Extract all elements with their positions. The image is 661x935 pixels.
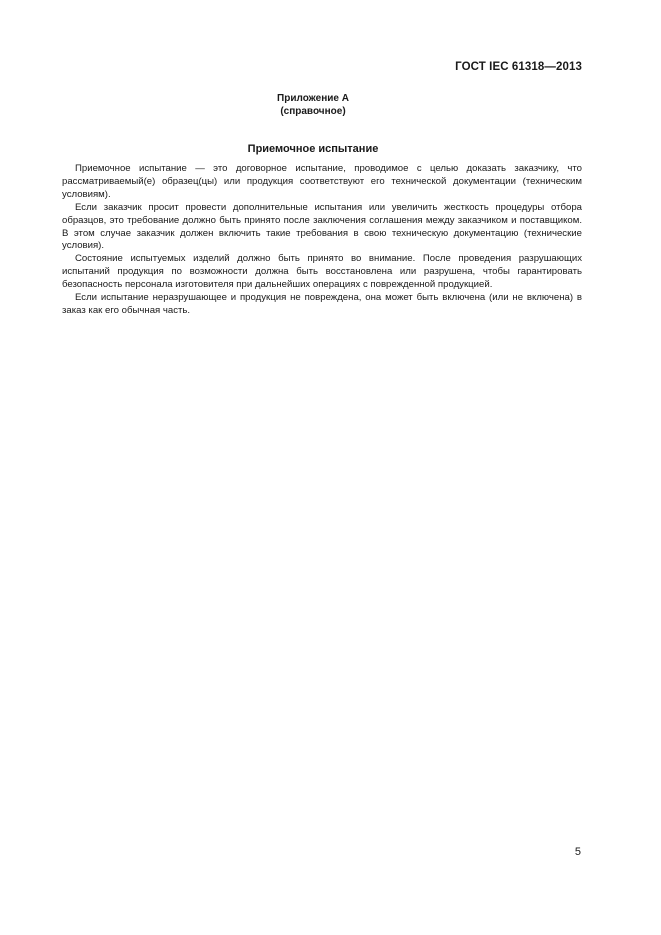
appendix-heading: [0, 92, 626, 118]
paragraph: Приемочное испытание — это договорное испытание, проводимое с целью доказать заказчику, что рассматриваемый(е) образец(цы) или продукция соответствуют его технической документации (техническим условиям).: [62, 163, 582, 200]
appendix-type: (справочное): [280, 106, 346, 117]
paragraph: Если заказчик просит провести дополнительные испытания или увеличить жесткость процедуры отбора образцов, это требование должно быть принято после заключения соглашения между заказчиком и поставщиком. В этом случае заказчик должен включить такие требования в свою техническую документацию (технические условия).: [62, 201, 582, 252]
page-number: 5: [574, 846, 581, 858]
section-title: Приемочное испытание: [247, 143, 379, 155]
body-text: [62, 163, 582, 318]
document-code: ГОСТ IEC 61318—2013: [455, 61, 582, 73]
paragraph: Состояние испытуемых изделий должно быть принято во внимание. После проведения разрушающих испытаний продукция по возможности должна быть восстановлена или разрушена, чтобы гарантировать безопасность персонала изготовителя при дальнейших операциях с поврежденной продукцией.: [62, 253, 582, 291]
appendix-title: Приложение А: [277, 93, 349, 104]
paragraph: Если испытание неразрушающее и продукция не повреждена, она может быть включена (или не включена) в заказ как его обычная часть.: [62, 292, 582, 316]
